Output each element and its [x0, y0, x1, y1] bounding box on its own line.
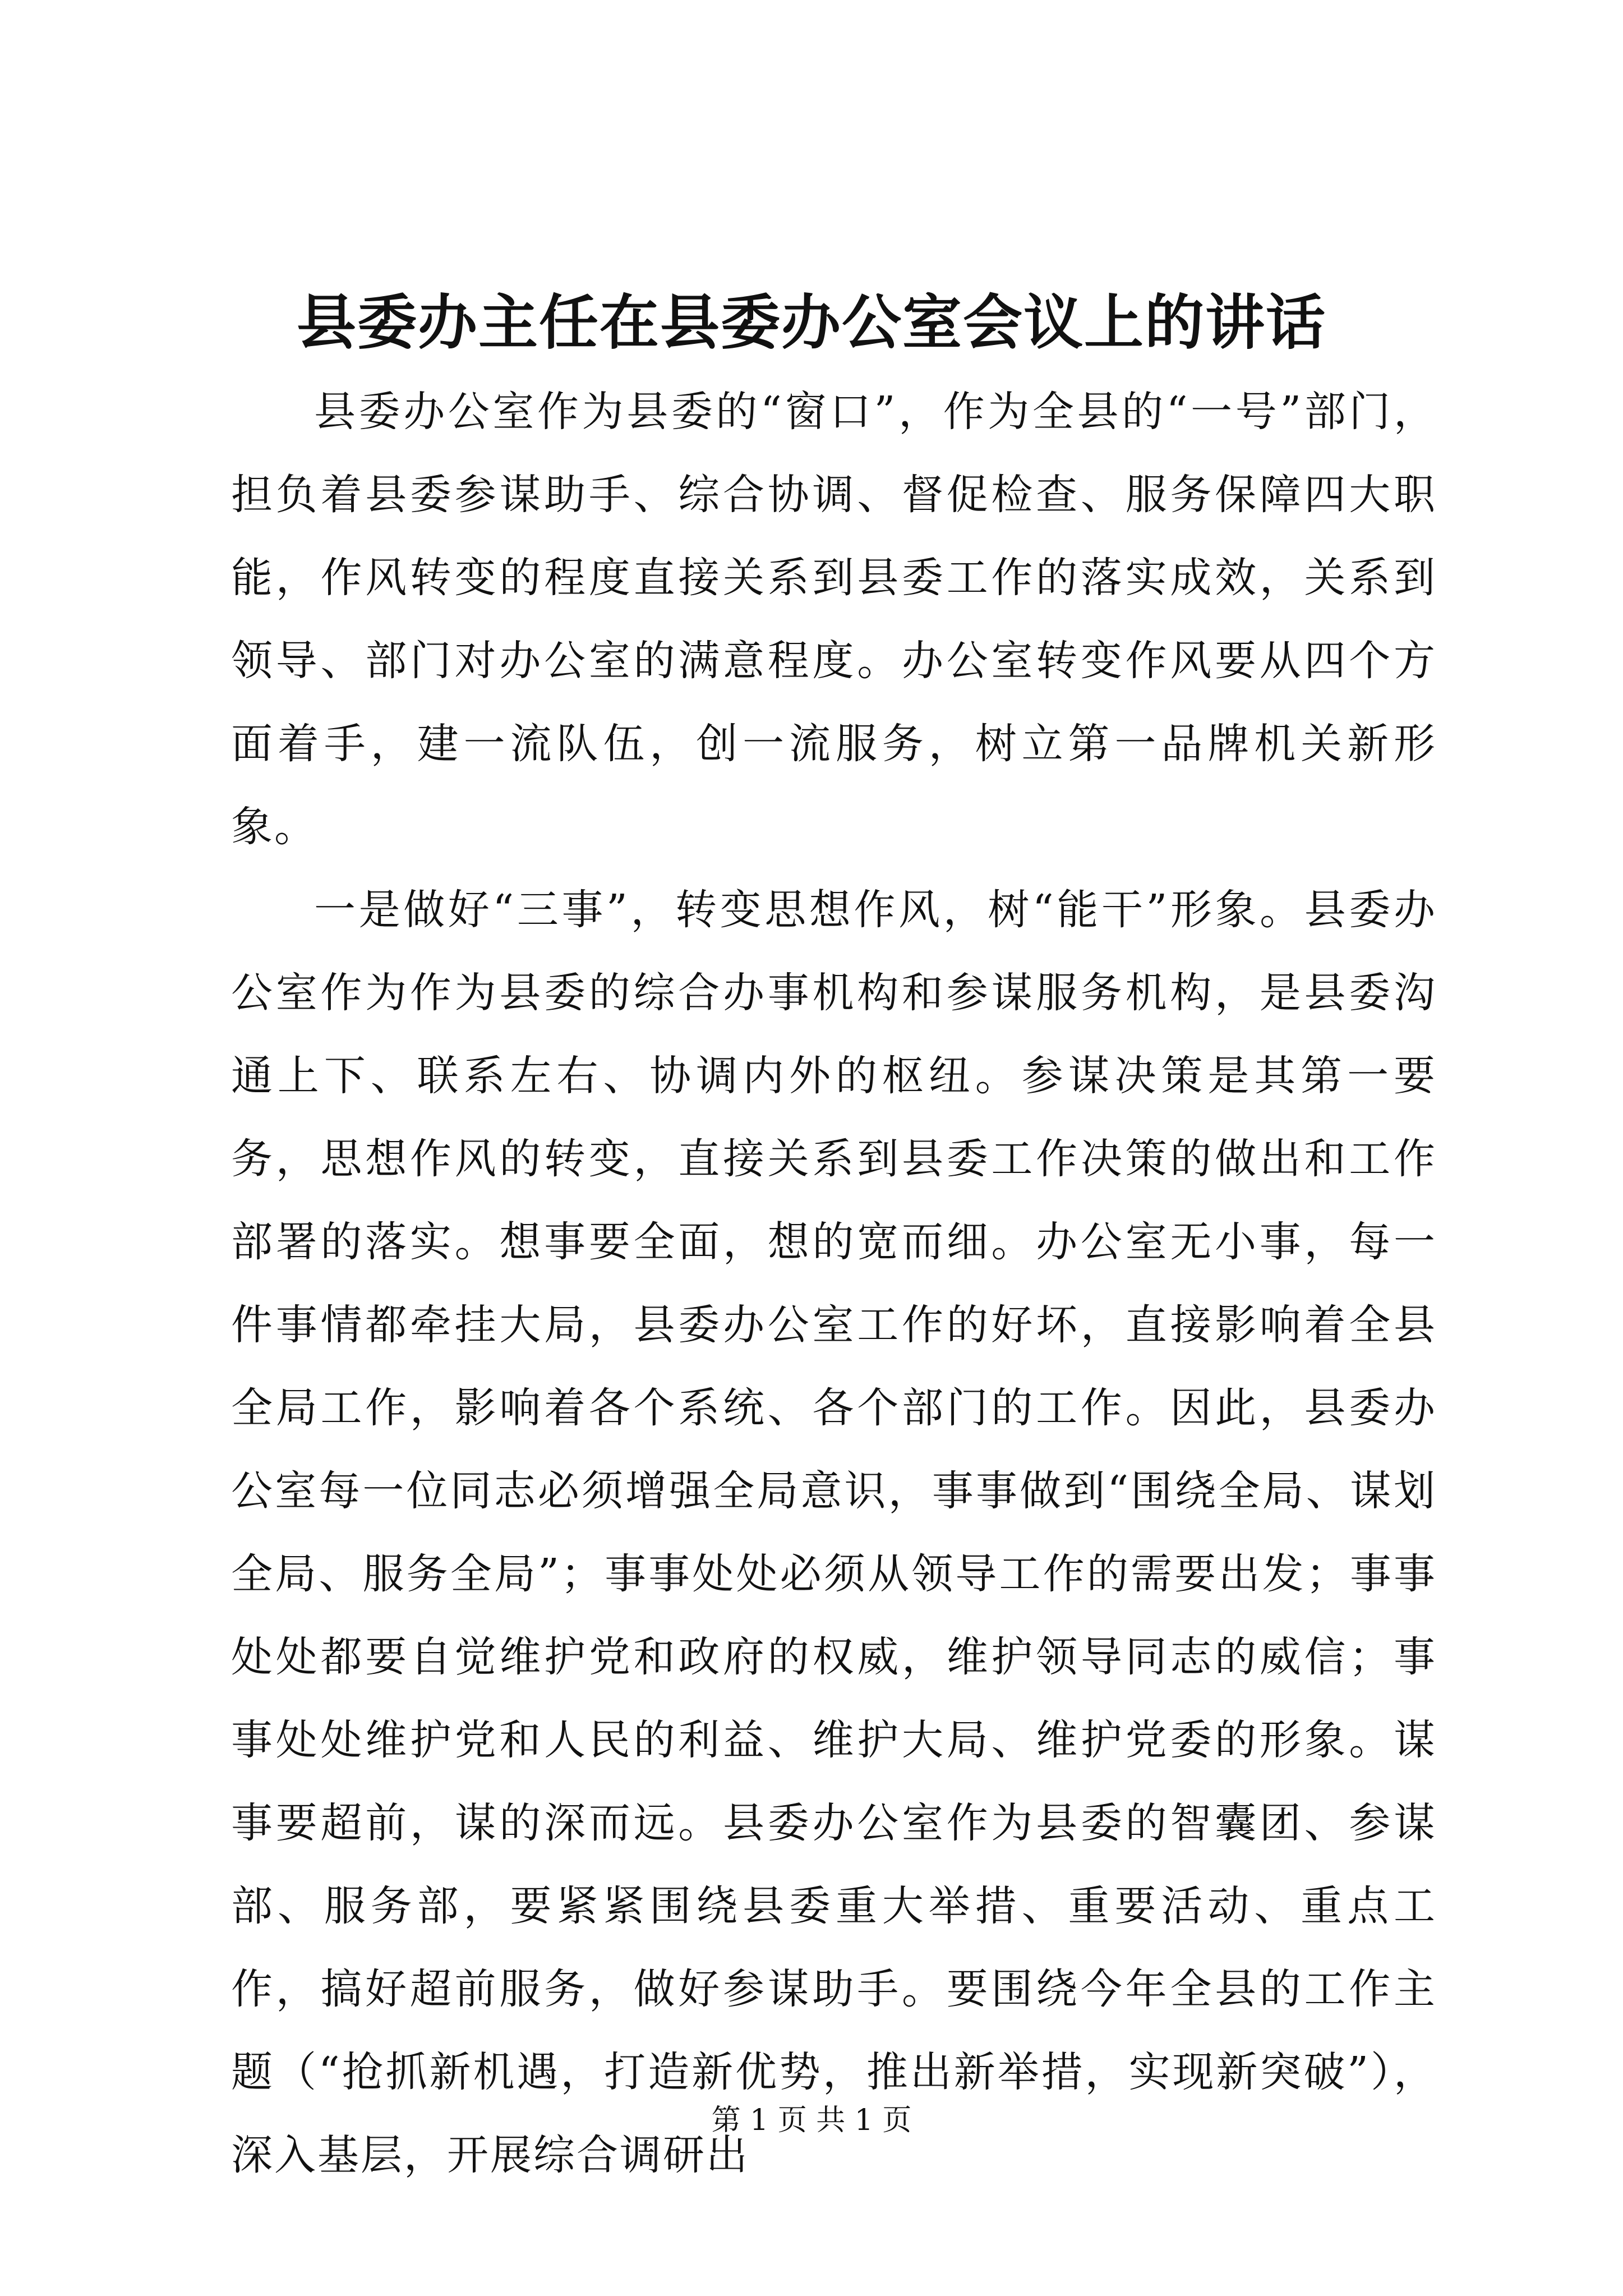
page-footer: 第 1 页 共 1 页: [711, 2104, 912, 2137]
paragraph-intro: 县委办公室作为县委的“窗口”，作为全县的“一号”部门，担负着县委参谋助手、综合协调、督促检查、服务保障四大职能，作风转变的程度直接关系到县委工作的落实成效，关系到领导、部门对办公室的满意程度。办公室转变作风要从四个方面着手，建一流队伍，创一流服务，树立第一品牌机关新形象。: [231, 388, 1437, 851]
document-body: [231, 370, 1437, 2197]
paragraph-point-one: 一是做好“三事”，转变思想作风，树“能干”形象。县委办公室作为作为县委的综合办事机构和参谋服务机构，是县委沟通上下、联系左右、协调内外的枢纽。参谋决策是其第一要务，思想作风的转变，直接关系到县委工作决策的做出和工作部署的落实。想事要全面，想的宽而细。办公室无小事，每一件事情都牵挂大局，县委办公室工作的好坏，直接影响着全县全局工作，影响着各个系统、各个部门的工作。因此，县委办公室每一位同志必须增强全局意识，事事做到“围绕全局、谋划全局、服务全局”；事事处处必须从领导工作的需要出发；事事处处都要自觉维护党和政府的权威，维护领导同志的威信；事事处处维护党和人民的利益、维护大局、维护党委的形象。谋事要超前，谋的深而远。县委办公室作为县委的智囊团、参谋部、服务部，要紧紧围绕县委重大举措、重要活动、重点工作，搞好超前服务，做好参谋助手。要围绕今年全县的工作主题（“抢抓新机遇，打造新优势，推出新举措，实现新突破”），深入基层，开展综合调研出: [231, 886, 1437, 2179]
document-title: 县委办主任在县委办公室会议上的讲话: [297, 287, 1326, 357]
